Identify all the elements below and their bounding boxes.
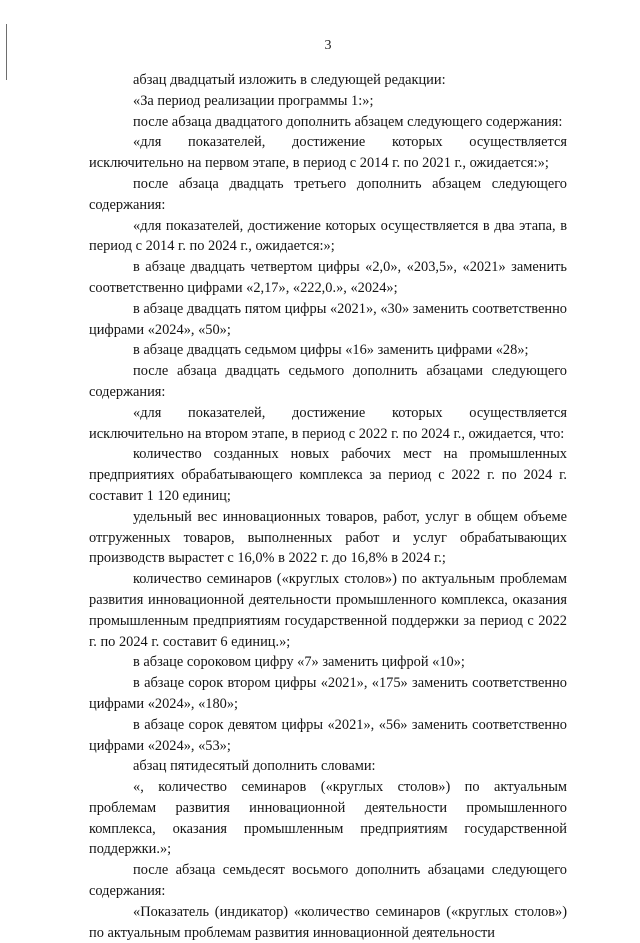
paragraph: «, количество семинаров («круглых столов») по актуальным проблемам развития инновационной деятельности промышленного комплекса, оказания промышленным предприятиям государственной поддержки.»; xyxy=(89,779,567,858)
paragraph: в абзаце сороковом цифру «7» заменить цифрой «10»; xyxy=(133,654,465,671)
page-number: 3 xyxy=(324,38,332,53)
paragraph: «За период реализации программы 1:»; xyxy=(133,92,374,109)
paragraph: в абзаце двадцать седьмом цифры «16» заменить цифрами «28»; xyxy=(133,342,529,359)
paragraph: после абзаца семьдесят восьмого дополнить абзацами следующего содержания: xyxy=(89,862,567,900)
paragraph: «для показателей, достижение которых осуществляется в два этапа, в период с 2014 г. по 2024 г., ожидается:»; xyxy=(89,217,567,255)
paragraph: количество семинаров («круглых столов») по актуальным проблемам развития инновационной деятельности промышленного комплекса, оказания промышленным предприятиям государственной поддержки за период с 2022 г. по 2024 г. составит 6 единиц.»; xyxy=(89,571,567,650)
paragraph: удельный вес инновационных товаров, работ, услуг в общем объеме отгруженных товаров, выполненных работ и услуг обрабатывающих производств вырастет с 16,0% в 2022 г. до 16,8% в 2024 г.; xyxy=(89,508,567,567)
paragraph: в абзаце сорок девятом цифры «2021», «56» заменить соответственно цифрами «2024», «53»; xyxy=(89,716,567,754)
paragraph: в абзаце двадцать четвертом цифры «2,0», «203,5», «2021» заменить соответственно цифрами «2,17», «222,0.», «2024»; xyxy=(89,259,567,296)
paragraph: в абзаце двадцать пятом цифры «2021», «30» заменить соответственно цифрами «2024», «50»; xyxy=(89,300,567,338)
document-body xyxy=(89,70,567,943)
paragraph: «для показателей, достижение которых осуществляется исключительно на первом этапе, в период с 2014 г. по 2021 г., ожидается:»; xyxy=(89,134,567,172)
paragraph: абзац пятидесятый дополнить словами: xyxy=(133,758,376,775)
paragraph: в абзаце сорок втором цифры «2021», «175» заменить соответственно цифрами «2024», «180»; xyxy=(89,675,567,712)
paragraph: количество созданных новых рабочих мест на промышленных предприятиях обрабатывающего комплекса за период с 2022 г. по 2024 г. составит 1 120 единиц; xyxy=(89,446,567,504)
paragraph: после абзаца двадцать седьмого дополнить абзацами следующего содержания: xyxy=(89,363,567,400)
paragraph: абзац двадцатый изложить в следующей редакции: xyxy=(133,72,446,88)
paragraph: после абзаца двадцатого дополнить абзацем следующего содержания: xyxy=(133,113,563,130)
paragraph: «Показатель (индикатор) «количество семинаров («круглых столов») по актуальным проблемам развития инновационной деятельности xyxy=(89,903,567,941)
paragraph: после абзаца двадцать третьего дополнить абзацем следующего содержания: xyxy=(89,175,567,213)
paragraph: «для показателей, достижение которых осуществляется исключительно на втором этапе, в период с 2022 г. по 2024 г., ожидается, что: xyxy=(89,404,567,442)
